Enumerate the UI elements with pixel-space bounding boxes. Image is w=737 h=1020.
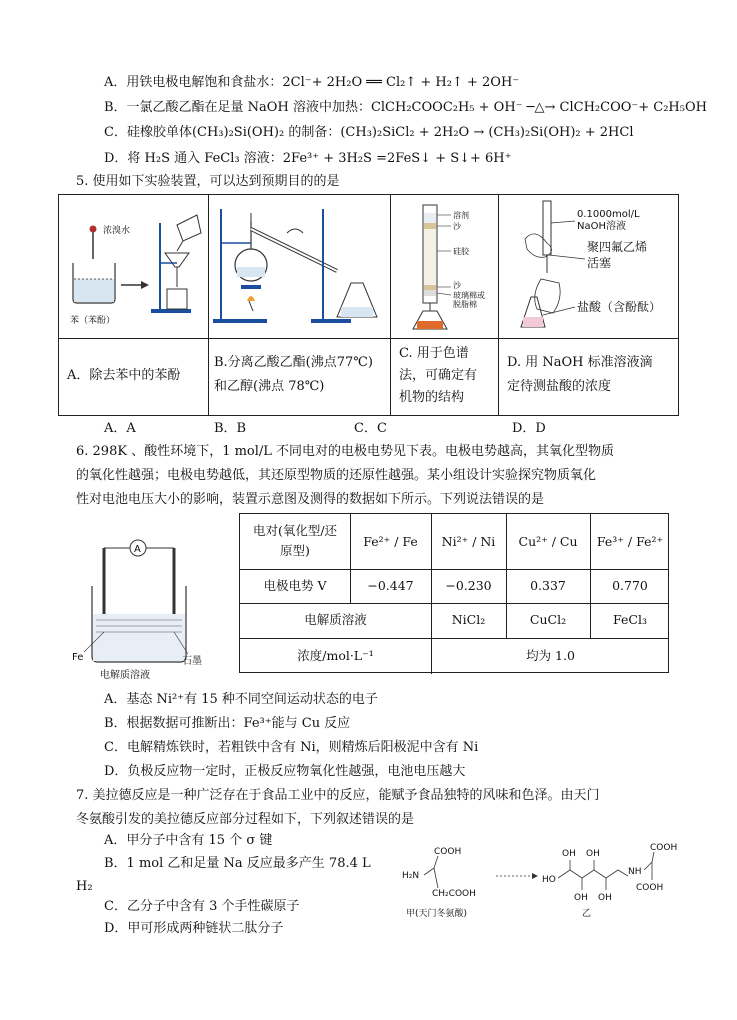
q6-option-b: B．根据数据可推断出：Fe³⁺能与 Cu 反应 <box>104 716 351 731</box>
q4-a-equation: 2Cl⁻+ 2H₂O ══ Cl₂↑ + H₂↑ + 2OH⁻ <box>282 75 520 90</box>
q5-choice-a: A．A <box>104 421 136 436</box>
q5-figure-a <box>65 203 205 335</box>
q7-stem-line2: 冬氨酸引发的美拉德反应部分过程如下，下列叙述错误的是 <box>76 812 415 827</box>
q5-figure-c <box>393 199 497 335</box>
q5-cell-b-line2: 和乙醇(沸点 78℃) <box>214 379 325 394</box>
q4-b-label: B．一氯乙酸乙酯在足量 NaOH 溶液中加热： <box>104 100 371 115</box>
q5-choice-c: C．C <box>354 421 387 436</box>
q6-stem-line2: 的氧化性越强；电极电势越低，其还原型物质的还原性越强。某小组设计实验探究物质氧化 <box>76 468 597 483</box>
q5-cell-c-line1: C. 用于色谱 <box>399 346 469 361</box>
cotton-label: 脱脂棉 <box>453 300 477 309</box>
ammeter-icon: A <box>134 544 141 555</box>
q6-potential-table <box>239 513 669 673</box>
q4-option-d <box>104 150 512 168</box>
ptfe-label: 聚四氟乙烯 <box>587 240 648 254</box>
yi-ho-label: HO <box>542 875 556 885</box>
q7-option-c: C．乙分子中含有 3 个手性碳原子 <box>104 899 300 914</box>
q5-cell-c-line2: 法，可确定有 <box>399 368 478 383</box>
couple-header-line1: 电对(氧化型/还 <box>252 523 338 538</box>
couple-fe2-fe: Fe²⁺ / Fe <box>363 534 418 549</box>
sand-label: 沙 <box>453 222 461 231</box>
solvent-label: 溶剂 <box>453 211 469 220</box>
hcl-label: 盐酸（含酚酞） <box>577 300 662 314</box>
q5-cell-b-line1: B.分离乙酸乙酯(沸点77℃) <box>214 355 373 370</box>
q5-apparatus-table <box>58 194 679 416</box>
silica-label: 硅胶 <box>453 247 469 256</box>
q4-option-c <box>104 124 634 142</box>
jia-h2n-label: H₂N <box>402 871 420 881</box>
naoh-conc-label: 0.1000mol/L <box>577 209 640 220</box>
couple-ni2-ni: Ni²⁺ / Ni <box>441 534 496 549</box>
q6-option-a: A．基态 Ni²⁺有 15 种不同空间运动状态的电子 <box>104 692 378 707</box>
q6-stem-line3: 性对电池电压大小的影响，装置示意图及测得的数据如下所示。下列说法错误的是 <box>76 492 545 507</box>
q5-figure-d <box>501 199 677 337</box>
benzene-phenol-label: 苯（苯酚） <box>70 316 116 326</box>
yi-oh-4: OH <box>598 893 612 903</box>
q5-figure-b <box>211 203 387 335</box>
potential-header: 电极电势 V <box>263 578 327 593</box>
q5-title: 5. 使用如下实验装置，可以达到预期目的的是 <box>76 174 340 189</box>
graphite-label: 石墨 <box>182 656 202 667</box>
bromine-water-label: 浓溴水 <box>103 226 131 236</box>
q4-option-a <box>104 74 519 92</box>
q7-stem-line1: 7. 美拉德反应是一种广泛存在于食品工业中的反应，能赋予食品独特的风味和色泽。由天门 <box>76 788 600 803</box>
jia-cooh-label: COOH <box>434 847 462 857</box>
sand2-label: 沙 <box>453 281 461 290</box>
yi-name-label: 乙 <box>582 909 592 919</box>
conc-value: 均为 1.0 <box>526 648 575 663</box>
q4-b-equation: ClCH₂COOC₂H₅ + OH⁻ ─△→ ClCH₂COO⁻+ C₂H₅OH <box>370 100 707 115</box>
fe-electrode-label: Fe <box>72 652 84 663</box>
jia-name-label: 甲(天门冬氨酸) <box>406 909 468 919</box>
potential-ni: −0.230 <box>445 578 492 593</box>
yi-oh-1: OH <box>562 849 576 859</box>
q5-cell-d-line2: 定待测盐酸的浓度 <box>507 379 612 394</box>
q7-option-d: D．甲可形成两种链状二肽分子 <box>104 921 284 936</box>
couple-header-line2: 原型) <box>280 543 310 558</box>
q6-stem-line1: 6. 298K 、酸性环境下，1 mol/L 不同电对的电极电势见下表。电极电势越高，其氧化型物质 <box>76 444 615 459</box>
q6-option-c: C．电解精炼铁时，若粗铁中含有 Ni，则精炼后阳极泥中含有 Ni <box>104 740 479 755</box>
yi-nh-label: NH <box>628 867 642 877</box>
stopcock-label: 活塞 <box>587 256 612 270</box>
q6-cell-figure <box>70 536 220 682</box>
couple-cu2-cu: Cu²⁺ / Cu <box>518 534 578 549</box>
conc-header: 浓度/mol·L⁻¹ <box>297 648 374 663</box>
q4-c-equation: (CH₃)₂SiCl₂ + 2H₂O → (CH₃)₂Si(OH)₂ + 2HCl <box>340 125 634 140</box>
q4-option-b <box>104 99 707 117</box>
q5-cell-d-line1: D. 用 NaOH 标准溶液滴 <box>507 355 653 370</box>
potential-cu: 0.337 <box>530 578 566 593</box>
couple-fe3-fe2: Fe³⁺ / Fe²⁺ <box>596 534 664 549</box>
q7-reaction-figure <box>398 842 688 924</box>
yi-oh-3: OH <box>574 893 588 903</box>
q4-a-label: A．用铁电极电解饱和食盐水： <box>104 75 283 90</box>
q7-option-b: B．1 mol 乙和足量 Na 反应最多产生 78.4 L <box>104 856 371 871</box>
q5-choice-b: B．B <box>214 421 247 436</box>
electrolyte-nicl2: NiCl₂ <box>451 612 486 627</box>
naoh-solution-label: NaOH溶液 <box>577 221 626 232</box>
q5-cell-a: A．除去苯中的苯酚 <box>67 368 181 383</box>
q6-option-d: D．负极反应物一定时，正极反应物氧化性越强，电池电压越大 <box>104 764 466 779</box>
electrolyte-header: 电解质溶液 <box>304 612 367 627</box>
electrolyte-label: 电解质溶液 <box>100 670 150 681</box>
q4-d-label: D．将 H₂S 通入 FeCl₃ 溶液： <box>104 151 283 166</box>
yi-oh-2: OH <box>586 849 600 859</box>
q4-d-equation: 2Fe³⁺ + 3H₂S =2FeS↓ + S↓+ 6H⁺ <box>282 151 512 166</box>
q7-option-b-continued: H₂ <box>76 879 93 894</box>
electrolyte-cucl2: CuCl₂ <box>529 612 567 627</box>
q5-choice-d: D．D <box>512 421 546 436</box>
jia-ch2cooh-label: CH₂COOH <box>432 889 476 899</box>
electrolyte-fecl3: FeCl₃ <box>613 612 647 627</box>
yi-cooh-bottom: COOH <box>636 883 664 893</box>
potential-fe3: 0.770 <box>612 578 648 593</box>
q4-c-label: C．硅橡胶单体(CH₃)₂Si(OH)₂ 的制备： <box>104 125 341 140</box>
potential-fe: −0.447 <box>367 578 414 593</box>
q7-option-a: A．甲分子中含有 15 个 σ 键 <box>104 833 273 848</box>
glass-wool-label: 玻璃棉或 <box>453 291 485 300</box>
q5-cell-c-line3: 机物的结构 <box>399 390 465 405</box>
yi-cooh-top: COOH <box>650 843 678 853</box>
